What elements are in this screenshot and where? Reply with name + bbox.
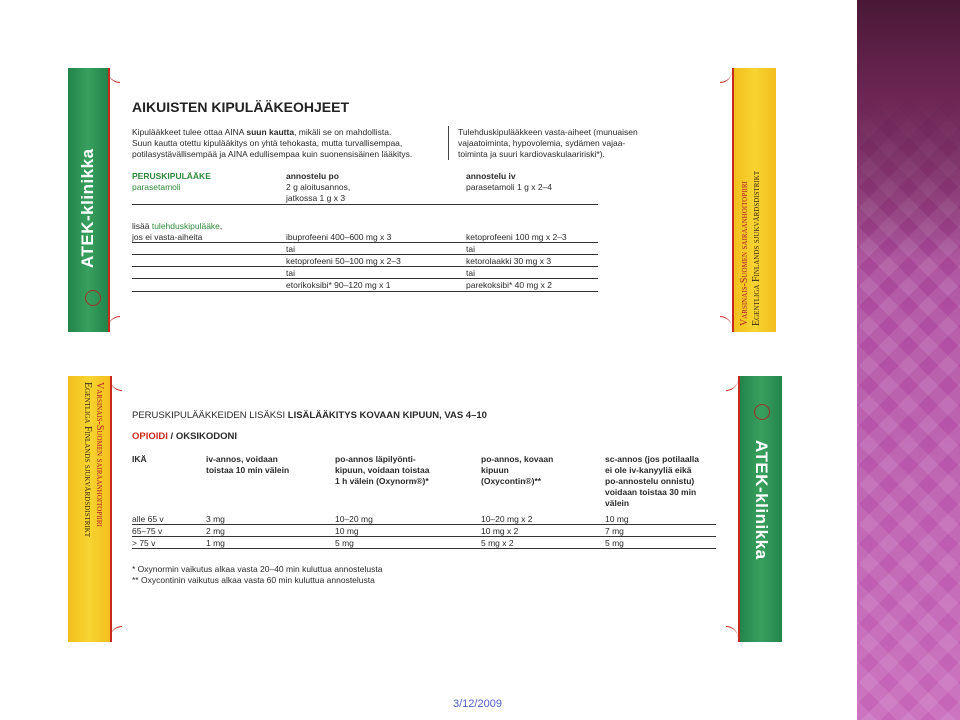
table-cell-po-severe: 10–20 mg x 2 xyxy=(481,514,533,524)
footnote: ** Oxycontinin vaikutus alkaa vasta 60 min kuluttua annostelusta xyxy=(132,575,375,585)
column-header-po-breakthrough: 1 h välein (Oxynorm®)* xyxy=(335,476,429,486)
table-cell-iv: 2 mg xyxy=(206,526,225,536)
bottom-card-left-tab xyxy=(68,376,112,642)
nsaid-iv-cell: ketorolaakki 30 mg x 3 xyxy=(466,256,552,266)
table-cell-po: 10–20 mg xyxy=(335,514,373,524)
nsaid-po-cell: ibuprofeeni 400–600 mg x 3 xyxy=(286,232,392,242)
nsaid-label xyxy=(132,221,222,231)
table-rule xyxy=(132,254,598,255)
tab-curve-line xyxy=(720,68,732,83)
table-rule xyxy=(132,536,716,537)
table-rule xyxy=(132,242,598,243)
column-header-sc: sc-annos (jos potilaalla xyxy=(605,454,699,464)
atek-clinic-label: ATEK-klinikka xyxy=(752,440,771,560)
nsaid-po-cell: tai xyxy=(286,268,295,278)
table-cell-sc: 7 mg xyxy=(605,526,624,536)
district-name-fi: Varsinais-Suomen sairaanhoitopiiri xyxy=(739,181,750,326)
card-heading xyxy=(132,411,487,421)
column-header-sc: välein xyxy=(605,498,630,508)
district-name-sv: Egentliga Finlands sjukvårdsdistrikt xyxy=(82,382,93,538)
intro-line xyxy=(132,127,391,137)
table-cell-iv: 3 mg xyxy=(206,514,225,524)
nsaid-iv-cell: tai xyxy=(466,244,475,254)
basic-analgesic-drug: parasetamoli xyxy=(132,182,181,192)
nsaid-label-green: tulehduskipulääke xyxy=(151,221,220,231)
table-cell-po: 5 mg xyxy=(335,538,354,548)
table-rule xyxy=(132,548,716,549)
table-rule xyxy=(132,266,598,267)
bottom-dosage-card xyxy=(68,376,780,642)
nsaid-po-cell: ketoprofeeni 50–100 mg x 2–3 xyxy=(286,256,401,266)
column-header-po-severe: (Oxycontin®)** xyxy=(481,476,542,486)
contraindication-line: toiminta ja suuri kardiovaskulaaririski*). xyxy=(458,149,605,159)
po-header: annostelu po xyxy=(286,171,339,181)
top-dosage-card xyxy=(68,68,774,332)
contraindication-line: Tulehduskipulääkkeen vasta-aiheet (munuaisen xyxy=(458,127,638,137)
column-header-iv: toistaa 10 min välein xyxy=(206,465,290,475)
card-title: AIKUISTEN KIPULÄÄKEOHJEET xyxy=(132,99,350,115)
table-rule xyxy=(132,204,598,205)
table-cell-age: > 75 v xyxy=(132,538,156,548)
nsaid-po-cell: tai xyxy=(286,244,295,254)
tab-curve-line xyxy=(720,316,732,333)
table-cell-sc: 5 mg xyxy=(605,538,624,548)
table-cell-iv: 1 mg xyxy=(206,538,225,548)
table-rule xyxy=(132,291,598,292)
nsaid-iv-cell: parekoksibi* 40 mg x 2 xyxy=(466,280,552,290)
table-rule xyxy=(132,278,598,279)
table-cell-po-severe: 10 mg x 2 xyxy=(481,526,519,536)
opioid-label: OPIOIDI xyxy=(132,431,168,442)
district-name-sv: Egentliga Finlands sjukvårdsdistrikt xyxy=(751,170,762,326)
top-card-left-tab xyxy=(68,68,110,332)
table-cell-po-severe: 5 mg x 2 xyxy=(481,538,514,548)
column-header-age: IKÄ xyxy=(132,454,147,464)
basic-analgesic-header: PERUSKIPULÄÄKE xyxy=(132,171,211,181)
iv-line: parasetamoli 1 g x 2–4 xyxy=(466,182,552,192)
card-heading-text: PERUSKIPULÄÄKKEIDEN LISÄKSI xyxy=(132,410,288,421)
table-rule xyxy=(132,524,716,525)
top-card-right-tab xyxy=(732,68,776,332)
column-header-po-breakthrough: kipuun, voidaan toistaa xyxy=(335,465,430,475)
nsaid-iv-cell: tai xyxy=(466,268,475,278)
nsaid-iv-cell: ketoprofeeni 100 mg x 2–3 xyxy=(466,232,567,242)
tab-curve-line xyxy=(726,376,738,391)
column-header-iv: iv-annos, voidaan xyxy=(206,454,278,464)
footnote: * Oxynormin vaikutus alkaa vasta 20–40 min kuluttua annostelusta xyxy=(132,564,383,574)
card-heading-bold: LISÄLÄÄKITYS KOVAAN KIPUUN, VAS 4–10 xyxy=(287,410,487,421)
hospital-district-label xyxy=(81,382,105,537)
column-header-sc: voidaan toistaa 30 min xyxy=(605,487,697,497)
column-divider xyxy=(448,126,449,160)
column-header-sc: po-annostelu onnistu) xyxy=(605,476,695,486)
table-cell-age: alle 65 v xyxy=(132,514,164,524)
slide-date: 3/12/2009 xyxy=(453,698,502,710)
column-header-po-severe: po-annos, kovaan xyxy=(481,454,554,464)
tab-curve-line xyxy=(726,626,738,643)
nsaid-label-line2: jos ei vasta-aiheita xyxy=(132,232,203,242)
seal-icon xyxy=(754,404,770,420)
iv-header: annostelu iv xyxy=(466,171,516,181)
contraindication-line: vajaatoiminta, hypovolemia, sydämen vajaa- xyxy=(458,138,626,148)
table-cell-age: 65–75 v xyxy=(132,526,163,536)
intro-bold: suun kautta xyxy=(246,127,295,137)
nsaid-po-cell: etorikoksibi* 90–120 mg x 1 xyxy=(286,280,391,290)
table-cell-sc: 10 mg xyxy=(605,514,629,524)
intro-text: , mikäli se on mahdollista. xyxy=(294,127,392,137)
intro-line: potilasystävällisempää ja AINA edullisempaa kuin suonensisäinen lääkitys. xyxy=(132,149,413,159)
po-line: jatkossa 1 g x 3 xyxy=(286,193,346,203)
atek-clinic-label: ATEK-klinikka xyxy=(78,148,97,268)
table-cell-po: 10 mg xyxy=(335,526,359,536)
intro-text: Kipulääkkeet tulee ottaa AINA xyxy=(132,127,247,137)
district-name-fi: Varsinais-Suomen sairaanhoitopiiri xyxy=(94,382,105,527)
hospital-district-label xyxy=(739,171,763,326)
column-header-po-breakthrough: po-annos läpilyönti- xyxy=(335,454,416,464)
oxycodone-label: / OKSIKODONI xyxy=(167,431,238,442)
intro-line: Suun kautta otettu kipulääkitys on yhtä tehokasta, mutta turvallisempaa, xyxy=(132,138,403,148)
nsaid-label-text: lisää xyxy=(132,221,152,231)
drug-class-heading xyxy=(132,432,237,442)
bottom-card-right-tab xyxy=(738,376,782,642)
nsaid-label-text: , xyxy=(219,221,223,231)
decorative-side-band xyxy=(857,0,960,720)
seal-icon xyxy=(85,290,101,306)
column-header-po-severe: kipuun xyxy=(481,465,509,475)
po-line: 2 g aloitusannos, xyxy=(286,182,351,192)
column-header-sc: ei ole iv-kanyyliä eikä xyxy=(605,465,692,475)
